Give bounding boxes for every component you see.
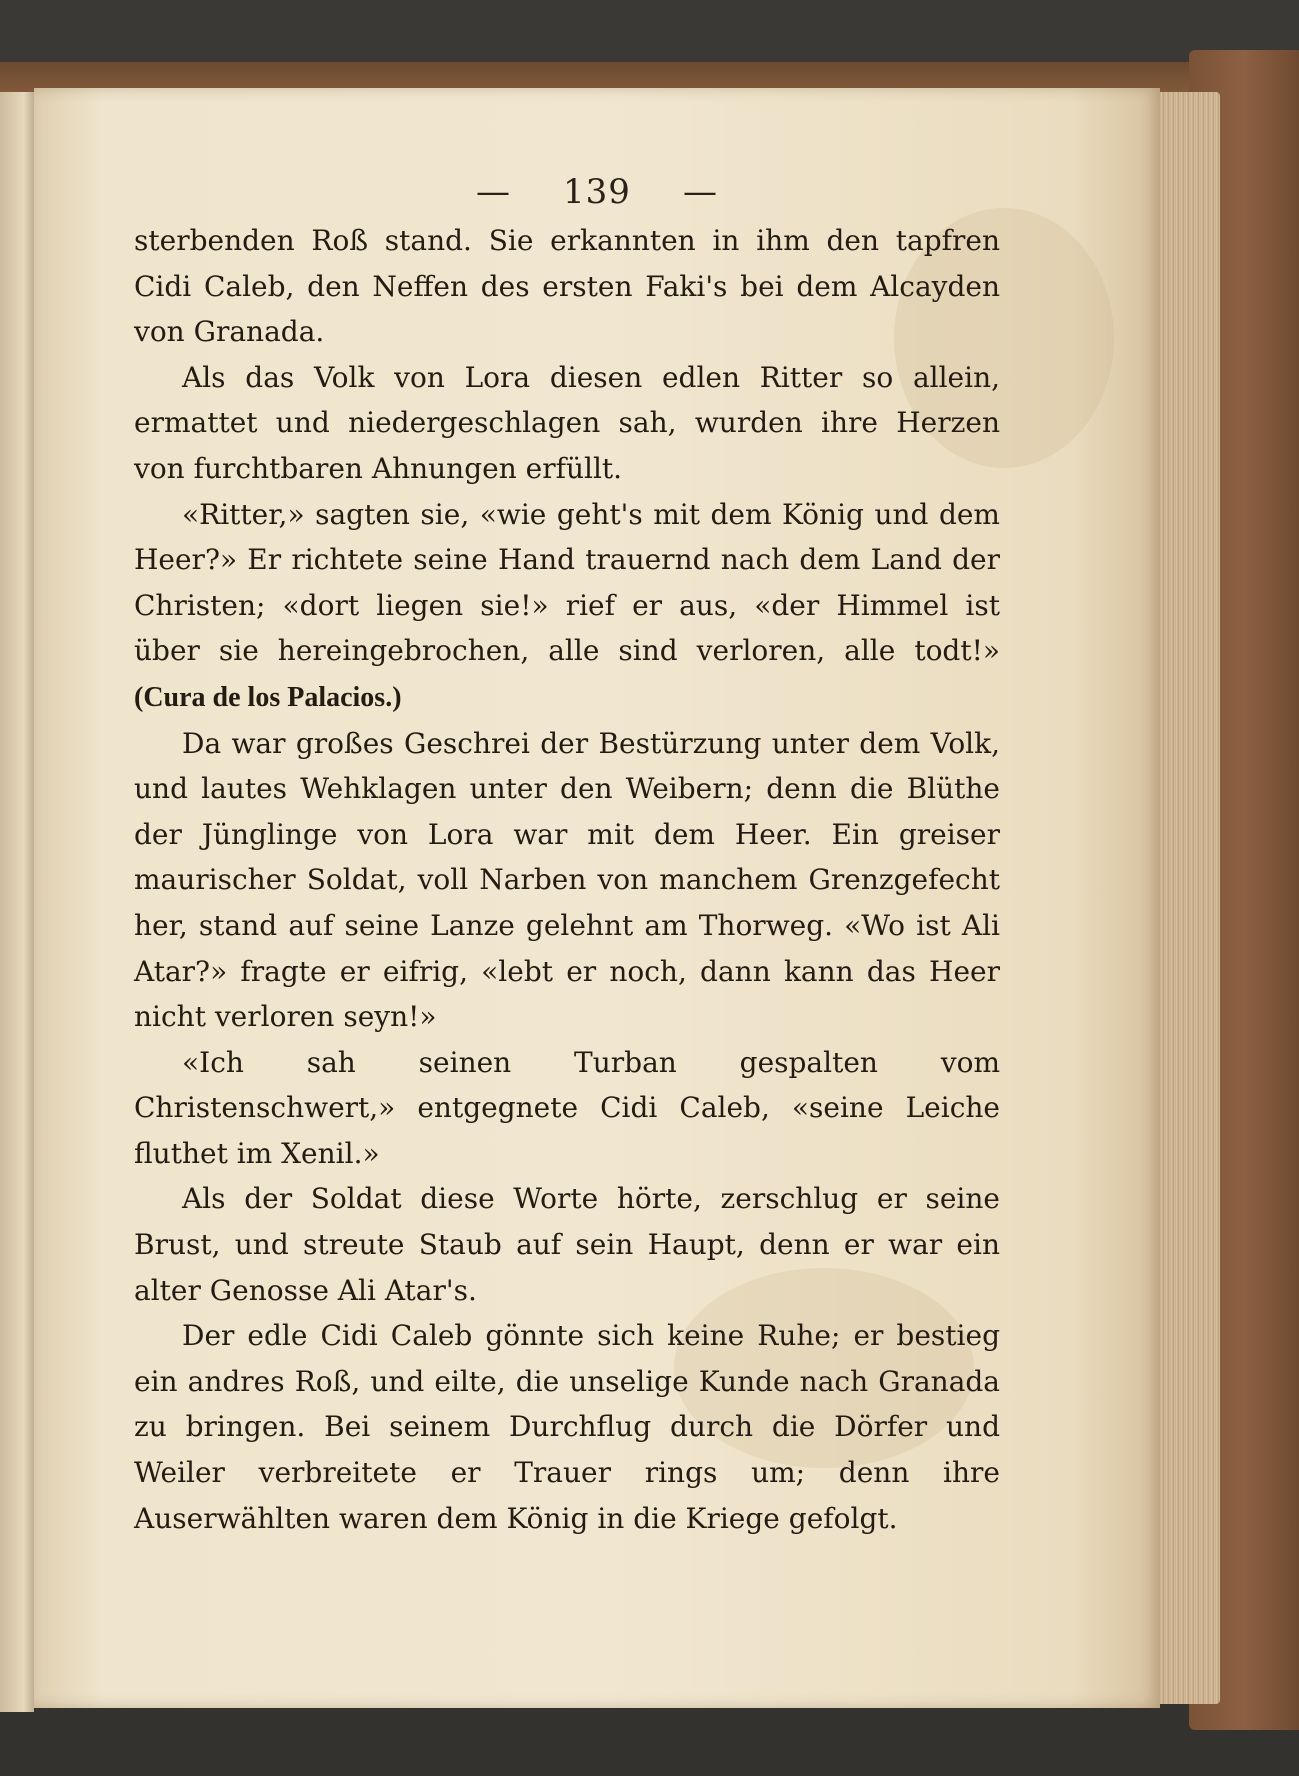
- paragraph: «Ich sah seinen Turban gespalten vom Christenschwert,» entgegnete Cidi Caleb, «seine Leiche fluthet im Xenil.»: [134, 1045, 1000, 1170]
- paragraph: Als das Volk von Lora diesen edlen Ritter so allein, ermattet und niedergeschlagen sah, wurden ihre Herzen von furchtbaren Ahnungen erfüllt.: [134, 360, 1000, 485]
- page-number: 139: [563, 172, 631, 212]
- header-dash-right: —: [682, 172, 718, 212]
- paragraph: Als der Soldat diese Worte hörte, zerschlug er seine Brust, und streute Staub auf sein Haupt, denn er war ein alter Genosse Ali Atar's.: [134, 1182, 1000, 1307]
- header-dash-left: —: [476, 172, 512, 212]
- page-block-edges: [1150, 92, 1220, 1704]
- paragraph-text: «Ritter,» sagten sie, «wie geht's mit dem König und dem Heer?» Er richtete seine Hand trauernd nach dem Land der Christen; «dort liegen sie!» rief er aus, «der Himmel ist über sie hereingebrochen, alle sind verloren, alle todt!»: [134, 497, 1000, 668]
- paragraph: sterbenden Roß stand. Sie erkannten in ihm den tapfren Cidi Caleb, den Neffen des ersten Faki's bei dem Alcayden von Granada.: [134, 224, 1000, 349]
- paragraph: [134, 492, 1000, 721]
- paragraph: Da war großes Geschrei der Bestürzung unter dem Volk, und lautes Wehklagen unter den Weibern; denn die Blüthe der Jünglinge von Lora war mit dem Heer. Ein greiser maurischer Soldat, voll Narben von manchem Grenzgefecht her, stand auf seine Lanze gelehnt am Thorweg. «Wo ist Ali Atar?» fragte er eifrig, «lebt er noch, dann kann das Heer nicht verloren seyn!»: [134, 726, 1000, 1034]
- paragraph: Der edle Cidi Caleb gönnte sich keine Ruhe; er bestieg ein andres Roß, und eilte, die unselige Kunde nach Granada zu bringen. Bei seinem Durchflug durch die Dörfer und Weiler verbreitete er Trauer rings um; denn ihre Auserwählten waren dem König in die Kriege gefolgt.: [134, 1319, 1000, 1535]
- page-body: [134, 218, 1000, 1541]
- book-page: [34, 88, 1160, 1708]
- page-header: [34, 172, 1160, 212]
- left-page-edge: [0, 92, 34, 1712]
- citation: (Cura de los Palacios.): [134, 681, 402, 713]
